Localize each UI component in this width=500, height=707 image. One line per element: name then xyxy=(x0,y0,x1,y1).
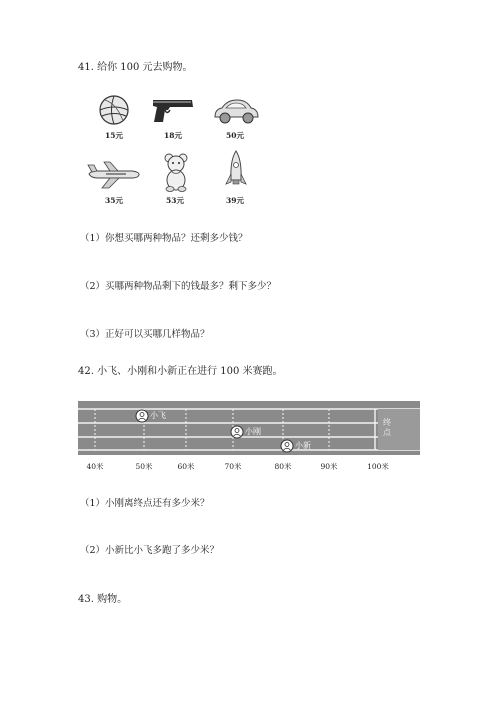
question-41-part-1: （1）你想买哪两种物品？还剩多少钱？ xyxy=(80,233,248,244)
question-41-part-3: （3）正好可以买哪几样物品？ xyxy=(80,329,210,340)
question-43-title: 43. 购物。 xyxy=(78,594,128,605)
ball-icon xyxy=(97,94,131,130)
price-label: 53元 xyxy=(166,196,184,205)
distance-tick: 80米 xyxy=(274,462,292,471)
price-label: 18元 xyxy=(164,131,182,140)
distance-tick: 90米 xyxy=(320,462,338,471)
runner-xiaofei-icon xyxy=(135,408,149,427)
finish-label: 终点 xyxy=(383,418,391,437)
distance-tick: 60米 xyxy=(177,462,195,471)
runner-label: 小刚 xyxy=(245,427,261,436)
distance-tick: 100米 xyxy=(367,462,389,471)
question-41-title: 41. 给你 100 元去购物。 xyxy=(78,62,193,73)
runner-label: 小新 xyxy=(295,441,311,450)
price-label: 39元 xyxy=(226,196,244,205)
question-42-part-1: （1）小刚离终点还有多少米？ xyxy=(80,498,210,509)
rocket-icon xyxy=(225,150,247,196)
question-42-part-2: （2）小新比小飞多跑了多少米？ xyxy=(80,545,220,556)
price-label: 15元 xyxy=(105,131,123,140)
runner-xiaogang-icon xyxy=(230,424,244,443)
airplane-icon xyxy=(86,160,142,194)
pistol-icon xyxy=(150,96,196,128)
runner-label: 小飞 xyxy=(150,411,166,420)
car-icon xyxy=(212,96,260,130)
runner-xiaoxin-icon xyxy=(280,438,294,457)
question-42-title: 42. 小飞、小刚和小新正在进行 100 米赛跑。 xyxy=(78,366,283,377)
price-label: 35元 xyxy=(105,196,123,205)
distance-tick: 50米 xyxy=(135,462,153,471)
price-label: 50元 xyxy=(226,131,244,140)
distance-tick: 70米 xyxy=(224,462,242,471)
teddy-bear-icon xyxy=(160,152,192,196)
question-41-part-2: （2）买哪两种物品剩下的钱最多？剩下多少？ xyxy=(80,281,277,292)
distance-tick: 40米 xyxy=(86,462,104,471)
